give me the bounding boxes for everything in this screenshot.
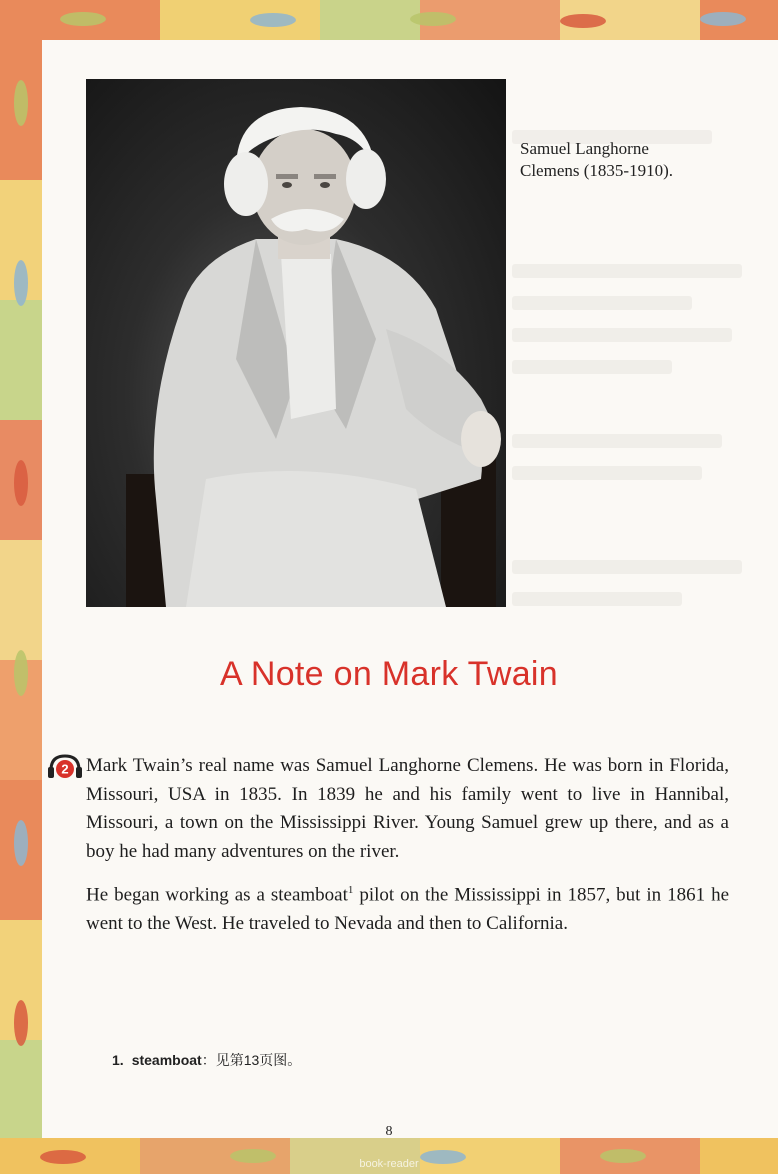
page-number: 8 — [385, 1124, 393, 1139]
footnote-marker[interactable]: 1 — [347, 884, 354, 897]
footnote-text: ：见第13页图。 — [201, 1052, 302, 1068]
audio-headphones-icon[interactable] — [47, 752, 83, 780]
portrait-photo — [86, 79, 506, 607]
footnote-number: 1. — [112, 1052, 124, 1068]
photo-caption-line-1: Samuel Langhorne — [520, 139, 649, 158]
page-title: A Note on Mark Twain — [220, 655, 558, 693]
paragraph-2-end: pilot on the Mississippi in 1857, but in 1861 he went to the West. He traveled to Nevada and then to California. — [86, 884, 729, 935]
decorative-border-left — [0, 40, 42, 1138]
footnote — [112, 1050, 301, 1070]
footnote-term: steamboat — [131, 1052, 202, 1068]
photo-caption — [520, 138, 740, 182]
decorative-border-top — [0, 0, 778, 40]
paragraph-2-start: He began working as a steamboat — [86, 884, 348, 906]
photo-caption-line-2: Clemens (1835-1910). — [520, 161, 673, 180]
body-text — [86, 752, 729, 949]
audio-track-number: 2 — [61, 761, 69, 777]
paragraph-1: Mark Twain’s real name was Samuel Langhorne Clemens. He was born in Florida, Missouri, USA in 1835. In 1839 he and his family went to live in Hannibal, Missouri, a town on the Mississippi River. Young Samuel grew up there, and as a boy he had many adventures on the river. — [86, 755, 729, 862]
watermark: book-reader — [359, 1158, 419, 1170]
paragraph-2 — [86, 876, 729, 939]
